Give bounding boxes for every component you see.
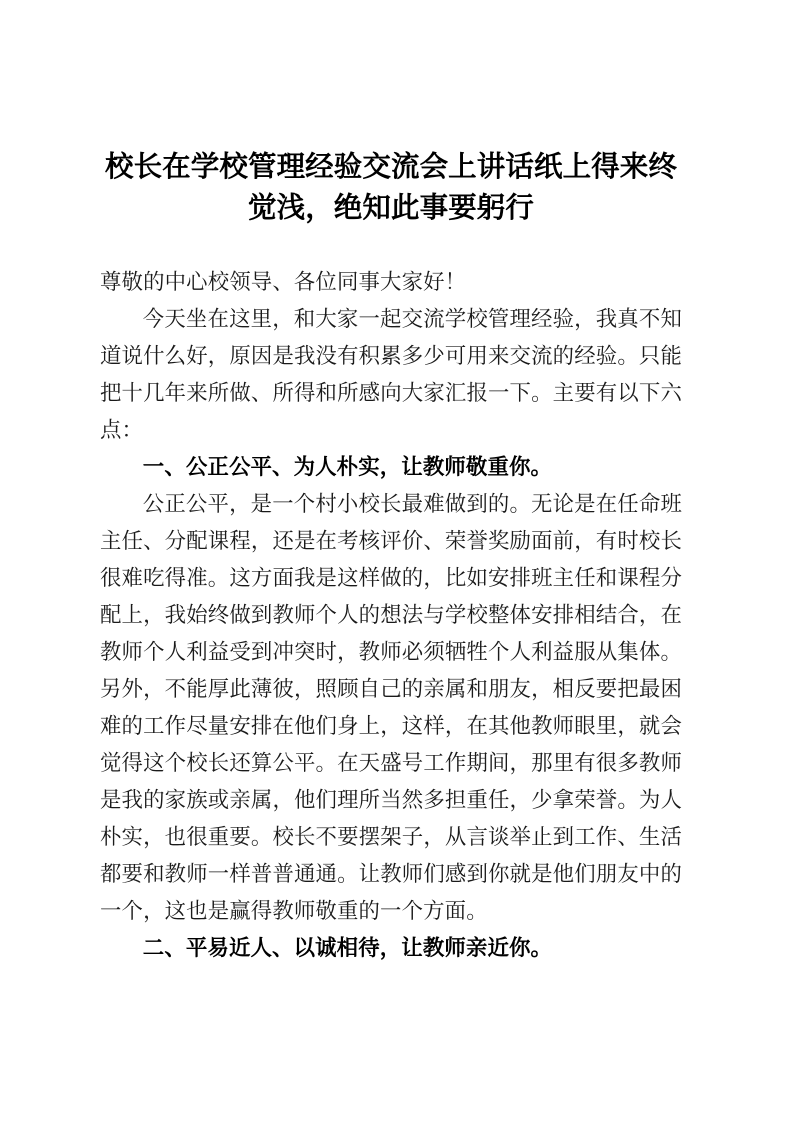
page-title-line-2: 浅，绝知此事要躬行 — [276, 191, 534, 224]
page-title-line-1: 校长在学校管理经验交流会上讲话纸上得来终觉 — [104, 150, 677, 224]
salutation-paragraph: 尊敬的中心校领导、各位同事大家好！ — [100, 270, 467, 295]
section-one-body-paragraph: 公正公平，是一个村小校长最难做到的。无论是在任命班主任、分配课程，还是在考核评价、荣誉奖励面前，有时校长很难吃得准。这方面我是这样做的，比如安排班主任和课程分配上，我始终做到教师个人的想法与学校整体安排相结合，在教师个人利益受到冲突时，教师必须牺牲个人利益服从集体。另外，不能厚此薄彼，照顾自己的亲属和朋友，相反要把最困难的工作尽量安排在他们身上，这样，在其他教师眼里，就会觉得这个校长还算公平。在天盛号工作期间，那里有很多教师是我的家族或亲属，他们理所当然多担重任，少拿荣誉。为人朴实，也很重要。校长不要摆架子，从言谈举止到工作、生活都要和教师一样普普通通。让教师们感到你就是他们朋友中的一个，这也是赢得教师敬重的一个方面。 — [100, 492, 682, 924]
document-content — [100, 0, 682, 967]
page-title — [100, 0, 682, 228]
intro-paragraph: 今天坐在这里，和大家一起交流学校管理经验，我真不知道说什么好，原因是我没有积累多少可用来交流的经验。只能把十几年来所做、所得和所感向大家汇报一下。主要有以下六点： — [100, 307, 682, 443]
section-heading-two: 二、平易近人、以诚相待，让教师亲近你。 — [142, 936, 553, 961]
section-heading-one: 一、公正公平、为人朴实，让教师敬重你。 — [142, 455, 553, 480]
